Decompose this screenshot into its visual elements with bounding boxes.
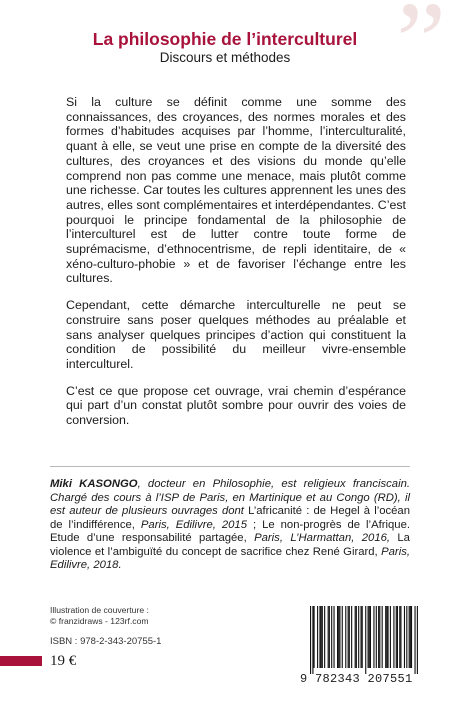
section-divider [50,466,410,467]
author-name: Miki KASONGO [50,478,138,490]
book-1-title: L’africanité : de Hegel à l’océan de l’indifférence, [50,505,410,531]
book-3-title: La violence et l’ambiguïté du concept de sacrifice chez René Girard, [50,532,410,558]
barcode-image [310,606,418,674]
barcode-digits: 9 782343 207551 [300,672,413,686]
book-1-publisher: Paris, Edilivre, 2015 [140,518,248,531]
paragraph-3: C’est ce que propose cet ouvrage, vrai chemin d’espérance qui part d’un constat plutôt sombre pour ouvrir des voies de conversion. [66,383,406,428]
paragraph-1: Si la culture se définit comme une somme des connaissances, des croyances, des normes morales et des formes d’habitudes acquises par l’homme, l’interculturalité, quant à elle, se veut une prise en compte de la diversité des cultures, des croyances et des visions du monde qu’elle comprend non pas comme une menace, mais plutôt comme une richesse. Car toutes les cultures apprennent les unes des autres, elles sont complémentaires et interdépendantes. C’est pourquoi le principe fondamental de la philosophie de l’interculturel est de lutter contre toute forme de suprémacisme, d’ethnocentrisme, de repli identitaire, de « xéno-culturo-phobie » et de favoriser l’échange entre les cultures. [66,95,406,286]
accent-bar [0,656,42,666]
quote-mark-decoration: ” [396,0,442,104]
author-bio-text: , docteur en Philosophie, est religieux franciscain. Chargé des cours à l’ISP de Paris, en Martinique et au Congo (RD), il est auteur de plusieurs ouvrages dont [50,478,411,517]
book-2-title: ; Le non-progrès de l’Afrique. Etude d’une responsabilité partagée, [50,518,411,544]
author-bio [50,478,410,573]
price: 19 € [50,653,77,669]
book-3-publisher: Paris, Edilivre, 2018. [50,545,410,571]
paragraph-2: Cependant, cette démarche interculturelle ne peut se construire sans poser quelques méthodes au préalable et sans analyser quelques principes d’action qui constituent la condition de possibilité du meilleur vivre-ensemble interculturel. [66,298,406,371]
illustration-credit [50,605,149,627]
isbn-text: ISBN : 978-2-343-20755-1 [50,636,162,647]
illustration-label: Illustration de couverture : [50,605,149,615]
illustration-source: © franzidraws - 123rf.com [50,616,149,626]
book-title: La philosophie de l’interculturel [92,29,358,49]
book-subtitle: Discours et méthodes [159,50,291,65]
back-cover-text [66,95,406,440]
book-2-publisher: Paris, L’Harmattan, 2016, [254,532,391,544]
